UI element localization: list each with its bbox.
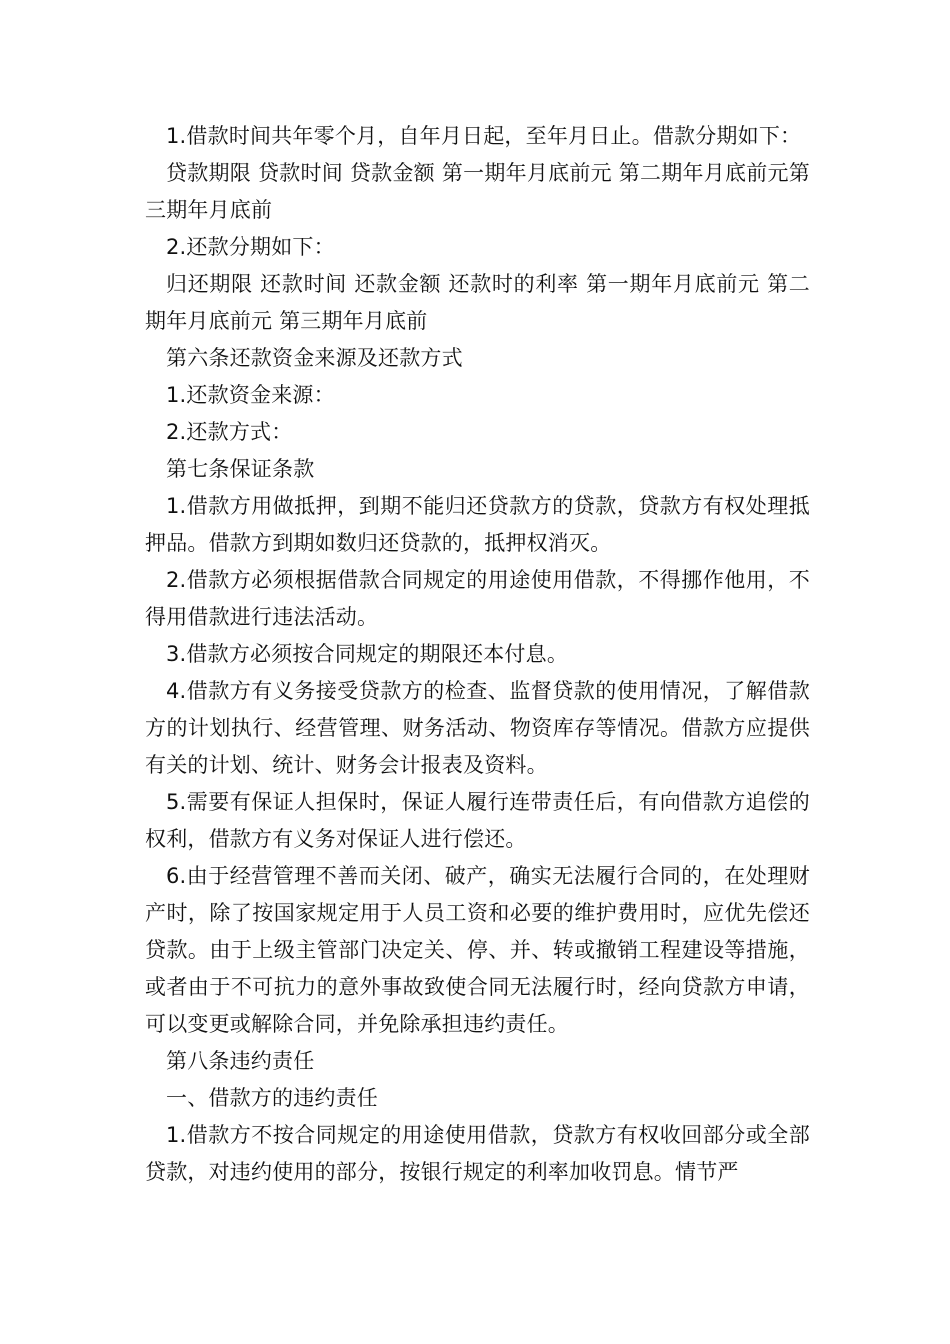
document-body <box>145 118 810 1191</box>
paragraph-liability-1: 1.借款方不按合同规定的用途使用借款，贷款方有权收回部分或全部贷款，对违约使用的部分，按银行规定的利率加收罚息。情节严 <box>145 1123 810 1184</box>
paragraph-loan-installments: 贷款期限 贷款时间 贷款金额 第一期年月底前元 第二期年月底前元第三期年月底前 <box>145 161 810 222</box>
paragraph-repayment-heading: 2.还款分期如下： <box>166 235 335 259</box>
section-title-article-6: 第六条还款资金来源及还款方式 <box>166 346 463 370</box>
paragraph-guarantee-2: 2.借款方必须根据借款合同规定的用途使用借款，不得挪作他用，不得用借款进行违法活动。 <box>145 568 810 629</box>
section-title-article-8: 第八条违约责任 <box>166 1049 315 1073</box>
paragraph-guarantee-1: 1.借款方用做抵押，到期不能归还贷款方的贷款，贷款方有权处理抵押品。借款方到期如数归还贷款的，抵押权消灭。 <box>145 494 810 555</box>
paragraph-repayment-method: 2.还款方式： <box>166 420 293 444</box>
paragraph-repayment-source: 1.还款资金来源： <box>166 383 335 407</box>
subsection-title-borrower-liability: 一、借款方的违约责任 <box>166 1086 378 1110</box>
paragraph-repayment-installments: 归还期限 还款时间 还款金额 还款时的利率 第一期年月底前元 第二期年月底前元 第三期年月底前 <box>145 272 810 333</box>
paragraph-guarantee-3: 3.借款方必须按合同规定的期限还本付息。 <box>166 642 569 666</box>
section-title-article-7: 第七条保证条款 <box>166 457 315 481</box>
paragraph-guarantee-6: 6.由于经营管理不善而关闭、破产，确实无法履行合同的，在处理财产时，除了按国家规定用于人员工资和必要的维护费用时，应优先偿还贷款。由于上级主管部门决定关、停、并、转或撤销工程建设等措施，或者由于不可抗力的意外事故致使合同无法履行时，经向贷款方申请，可以变更或解除合同，并免除承担违约责任。 <box>145 864 810 1036</box>
paragraph-loan-period: 1.借款时间共年零个月，自年月日起，至年月日止。借款分期如下： <box>166 124 802 148</box>
paragraph-guarantee-5: 5.需要有保证人担保时，保证人履行连带责任后，有向借款方追偿的权利，借款方有义务对保证人进行偿还。 <box>145 790 810 851</box>
paragraph-guarantee-4: 4.借款方有义务接受贷款方的检查、监督贷款的使用情况，了解借款方的计划执行、经营管理、财务活动、物资库存等情况。借款方应提供有关的计划、统计、财务会计报表及资料。 <box>145 679 810 777</box>
